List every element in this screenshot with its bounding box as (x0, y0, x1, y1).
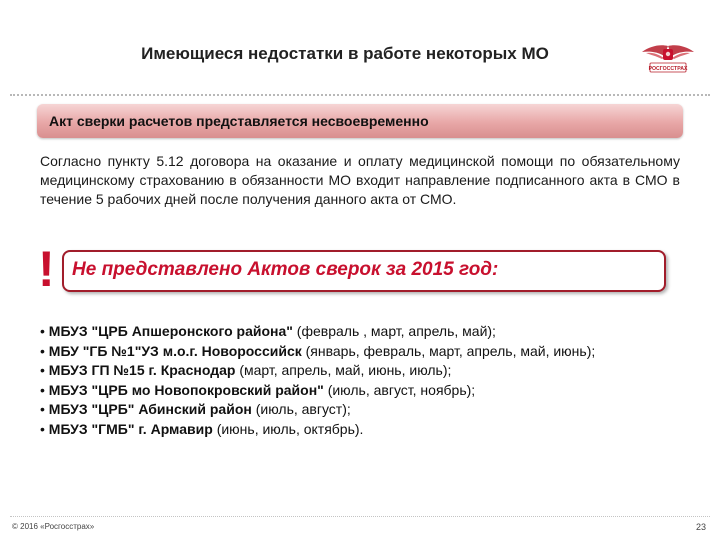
item-name: "ЦРБ" Абинский район (91, 401, 252, 417)
page-number: 23 (695, 522, 706, 532)
bullet-icon: • (40, 342, 45, 359)
bullet-icon: • (40, 362, 45, 378)
item-prefix: МБУЗ (48, 401, 88, 417)
footer-divider (10, 516, 710, 517)
section-banner (37, 104, 683, 138)
bullet-icon: • (40, 381, 45, 398)
item-name: ГП №15 г. Краснодар (91, 362, 236, 378)
item-details: (март, апрель, май, июнь, июль); (239, 362, 452, 378)
bullet-icon: • (40, 420, 45, 437)
eagle-emblem-icon (640, 40, 696, 76)
company-logo (640, 40, 696, 76)
title-divider (10, 94, 710, 96)
callout-text: Не представлено Актов сверок за 2015 год: (72, 259, 499, 280)
item-details: (июнь, июль, октябрь). (216, 420, 364, 437)
list-item (40, 361, 680, 381)
item-prefix: МБУЗ (48, 381, 88, 398)
item-details: (июль, август, ноябрь); (327, 381, 476, 398)
item-prefix: МБУЗ (48, 362, 88, 378)
contract-paragraph: Согласно пункту 5.12 договора на оказание и оплату медицинской помощи по обязательному медицинскому страхованию в обязанности МО входит направление подписанного акта в СМО в течение 5 рабочих дней после получения данного акта от СМО. (40, 153, 680, 207)
bullet-icon: • (40, 323, 45, 339)
page-title: Имеющиеся недостатки в работе некоторых МО (141, 44, 549, 63)
item-prefix: МБУЗ (48, 420, 88, 437)
item-details: (январь, февраль, март, апрель, май, июнь); (305, 342, 596, 359)
item-details: (февраль , март, апрель, май); (296, 323, 496, 339)
banner-text: Акт сверки расчетов представляется несвоевременно (49, 113, 429, 129)
item-name: "ГМБ" г. Армавир (91, 420, 213, 437)
item-prefix: МБУ (48, 342, 79, 359)
item-prefix: МБУЗ (48, 323, 88, 339)
item-name: "ЦРБ Апшеронского района" (91, 323, 293, 339)
item-details: (июль, август); (255, 401, 351, 417)
list-item (40, 342, 680, 362)
item-name: "ГБ №1"УЗ м.о.г. Новороссийск (82, 342, 302, 359)
logo-wordmark: РОСГОССТРАХ (648, 66, 688, 72)
warning-callout (62, 250, 666, 292)
copyright: © 2016 «Росгосстрах» (12, 522, 95, 531)
exclamation-icon: ! (38, 241, 55, 297)
item-name: "ЦРБ мо Новопокровский район" (91, 381, 324, 398)
list-item (40, 322, 680, 342)
missing-acts-list (40, 322, 680, 439)
list-item (40, 381, 680, 401)
list-item (40, 400, 680, 420)
list-item (40, 420, 680, 440)
bullet-icon: • (40, 401, 45, 417)
